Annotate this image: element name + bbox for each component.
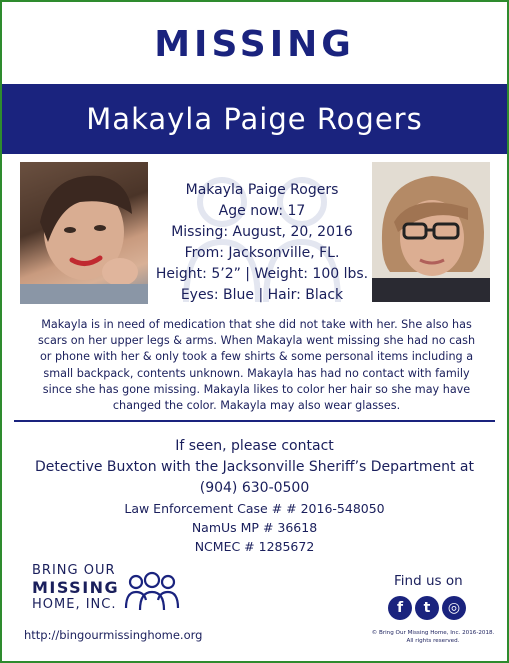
people-group-icon bbox=[124, 570, 180, 612]
poster-title: MISSING bbox=[154, 24, 355, 65]
contact-namus: NamUs MP # 36618 bbox=[191, 520, 318, 535]
twitter-icon[interactable]: t bbox=[415, 596, 439, 620]
org-line1: BRING OUR bbox=[32, 563, 116, 578]
info-height-weight: Height: 5’2” | Weight: 100 lbs. bbox=[155, 266, 369, 282]
photo-right bbox=[372, 162, 490, 302]
facebook-icon[interactable]: f bbox=[388, 596, 412, 620]
photo-left bbox=[20, 162, 148, 304]
info-eyes-hair: Eyes: Blue | Hair: Black bbox=[180, 287, 344, 303]
contact-phone: (904) 630-0500 bbox=[199, 480, 310, 496]
copyright-text bbox=[368, 629, 498, 645]
info-missing-date: Missing: August, 20, 2016 bbox=[171, 224, 353, 240]
banner-name: Makayla Paige Rogers bbox=[86, 102, 423, 136]
description-text: Makayla is in need of medication that she did not take with her. She also has scars on her upper legs & arms. When Makayla went missing she had no cash or phone with her & only took a few shirts & some personal items including a small backpack, contents unknown. Makayla has had no contact with family since she has gone missing. Makayla likes to color her hair so she may have changed the color. Makayla may also wear glasses. bbox=[37, 318, 476, 413]
org-logo bbox=[32, 562, 192, 622]
info-from: From: Jacksonville, FL. bbox=[184, 245, 340, 261]
org-logo-text bbox=[32, 562, 119, 613]
instagram-icon[interactable]: ◎ bbox=[442, 596, 466, 620]
contact-ncmec: NCMEC # 1285672 bbox=[194, 539, 315, 554]
org-line2: MISSING bbox=[32, 578, 120, 597]
divider-line bbox=[14, 420, 495, 422]
info-age: Age now: 17 bbox=[218, 203, 306, 219]
portrait-left-image bbox=[20, 162, 148, 304]
contact-line1: If seen, please contact bbox=[175, 438, 334, 454]
org-url-link[interactable]: http://bingourmissinghome.org bbox=[24, 628, 203, 642]
portrait-right-image bbox=[372, 162, 490, 302]
contact-line2: Detective Buxton with the Jacksonville Sheriff’s Department at bbox=[35, 459, 474, 475]
copyright-line1: © Bring Our Missing Home, Inc. 2016-2018. bbox=[371, 630, 495, 636]
info-block bbox=[152, 180, 372, 306]
name-banner bbox=[2, 84, 507, 154]
copyright-line2: All rights reserved. bbox=[406, 638, 460, 644]
info-name: Makayla Paige Rogers bbox=[185, 182, 339, 198]
find-us-label: Find us on bbox=[394, 573, 463, 589]
contact-case-number: Law Enforcement Case # # 2016-548050 bbox=[124, 501, 385, 516]
org-line3: HOME, INC. bbox=[32, 597, 117, 612]
contact-block bbox=[2, 436, 507, 556]
social-icons bbox=[388, 596, 469, 622]
